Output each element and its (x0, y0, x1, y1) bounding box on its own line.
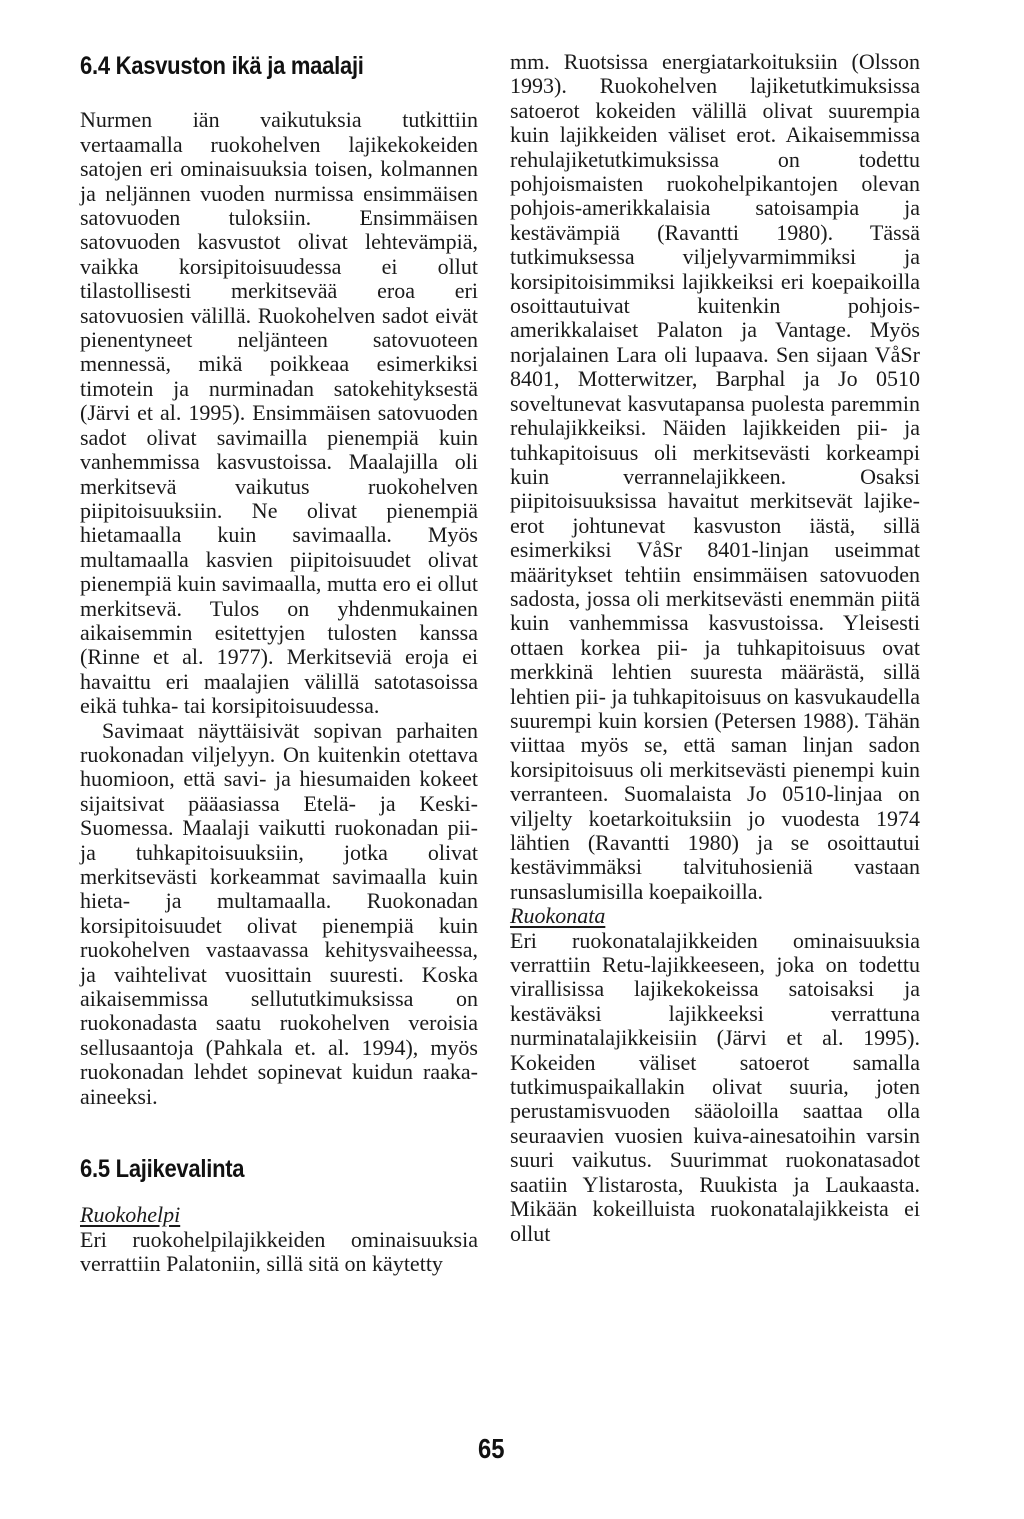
page-number: 65 (478, 1433, 505, 1464)
paragraph-variety-results: mm. Ruotsissa energiatarkoituksiin (Olsson 1993). Ruokohelven lajiketutkimuksissa satoerot kokeiden välillä olivat suurempia kuin lajikkeiden väliset erot. Aikaisemmissa rehulajiketutkimuksissa on todettu pohjoismaisten ruokohelpikantojen olevan pohjois-amerikkalaisia satoisampia ja kestävämpiä (Ravantti 1980). Tässä tutkimuksessa viljelyvarmimmiksi ja korsipitoisimmiksi lajikkeiksi eri koepaikoilla osoittautuivat kuitenkin pohjois-amerikkalaiset Palaton ja Vantage. Myös norjalainen Lara oli lupaava. Sen sijaan VåSr 8401, Motterwitzer, Barphal ja Jo 0510 soveltunevat kasvutapansa puolesta paremmin rehulajikkeiksi. Näiden lajikkeiden pii- ja tuhkapitoisuus oli merkitsevästi korkeampi kuin verrannelajikkeen. Osaksi piipitoisuuksissa havaitut merkitsevät lajike-erot johtunevat kasvuston iästä, sillä esimerkiksi VåSr 8401-linjan useimmat määritykset tehtiin ensimmäisen satovuoden sadosta, jossa oli merkitsevästi enemmän piitä kuin vanhemmissa kasvustoissa. Yleisesti ottaen korkea pii- ja tuhkapitoisuus ovat merkkinä lehtien suuresta määrästä, sillä lehtien pii- ja tuhkapitoisuus on kasvukaudella suurempi kuin korsien (Petersen 1988). Tähän viittaa myös se, että saman linjan sadon korsipitoisuus oli merkitsevästi pienempi kuin verranteen. Suomalaista Jo 0510-linjaa on viljelty koetarkoituksiin jo vuodesta 1974 lähtien (Ravantti 1980) ja se osoittautui kestävimmäksi talvituhosieniä vastaan runsaslumisilla koepaikoilla. (510, 49, 920, 904)
paragraph-clay-soils: Savimaat näyttäisivät sopivan parhaiten ruokonadan viljelyyn. On kuitenkin otettava huomioon, että savi- ja hiesumaiden kokeet sijaitsivat pääasiassa Etelä- ja Keski-Suomessa. Maalaji vaikutti ruokonadan pii- ja tuhkapitoisuuksiin, jotka olivat merkitsevästi korkeammat savimaalla kuin hieta- ja multamaalla. Ruokonadan korsipitoisuudet olivat pienempiä kuin ruokohelven vastaavassa kehitysvaiheessa, ja vaihtelivat vuosittain suuresti. Koska aikaisemmissa sellututkimuksissa on ruokonadasta saatu ruokohelven veroisia sellusaantoja (Pahkala et. al. 1994), myös ruokonadan lehdet sopinevat kuidun raaka-aineeksi. (80, 717, 478, 1109)
paragraph-ruokonata-intro: Eri ruokonatalajikkeiden ominaisuuksia verrattiin Retu-lajikkeeseen, joka on todettu virallisissa lajikekokeissa satoisaksi ja kestäväksi lajikkeeksi verrattuna nurminatalajikkeisiin (Järvi et al. 1995). Kokeiden väliset satoerot samalla tutkimuspaikallakin olivat suuria, joten perustamisvuoden sääoloilla saattaa olla seuraavien vuosien kuiva-ainesatoihin varsin suuri vaikutus. Suurimmat ruokonatasadot saatiin Ylistarosta, Ruukista ja Laukaasta. Mikään kokeilluista ruokonatalajikkeista ei ollut (510, 927, 920, 1246)
left-column (80, 50, 478, 1277)
subheading-ruokonata: Ruokonata (510, 903, 606, 929)
paragraph-ruokohelpi-intro: Eri ruokohelpilajikkeiden ominaisuuksia verrattiin Palatoniin, sillä sitä on käytetty (80, 1226, 478, 1277)
right-column (510, 50, 920, 1246)
section-heading-6-5: 6.5 Lajikevalinta (80, 1155, 245, 1184)
subheading-ruokohelpi: Ruokohelpi (80, 1202, 181, 1228)
paragraph-age-results: Nurmen iän vaikutuksia tutkittiin vertaamalla ruokohelven lajikekokeiden satojen eri ominaisuuksia toisen, kolmannen ja neljännen vuoden nurmissa ensimmäisen satovuoden tuloksiin. Ensimmäisen satovuoden kasvustot olivat lehtevämpiä, vaikka korsipitoisuudessa ei ollut tilastollisesti merkitsevää eroa eri satovuosien välillä. Ruokohelven sadot eivät pienentyneet neljänteen satovuoteen mennessä, mikä poikkeaa esimerkiksi timotein ja nurminadan satokehityksestä (Järvi et al. 1995). Ensimmäisen satovuoden sadot olivat savimailla pienempiä kuin vanhemmissa kasvustoissa. Maalajilla oli merkitsevä vaikutus ruokohelven piipitoisuuksiin. Ne olivat pienempiä hietamaalla kuin savimaalla. Myös multamaalla kasvien piipitoisuudet olivat pienempiä kuin savimaalla, mutta ero ei ollut merkitsevä. Tulos on yhdenmukainen aikaisemmin esitettyjen tulosten kanssa (Rinne et al. 1977). Merkitseviä eroja ei havaittu eri maalajien välillä satotasoissa eikä tuhka- tai korsipitoisuudessa. (80, 107, 478, 719)
section-heading-6-4: 6.4 Kasvuston ikä ja maalaji (80, 52, 364, 80)
